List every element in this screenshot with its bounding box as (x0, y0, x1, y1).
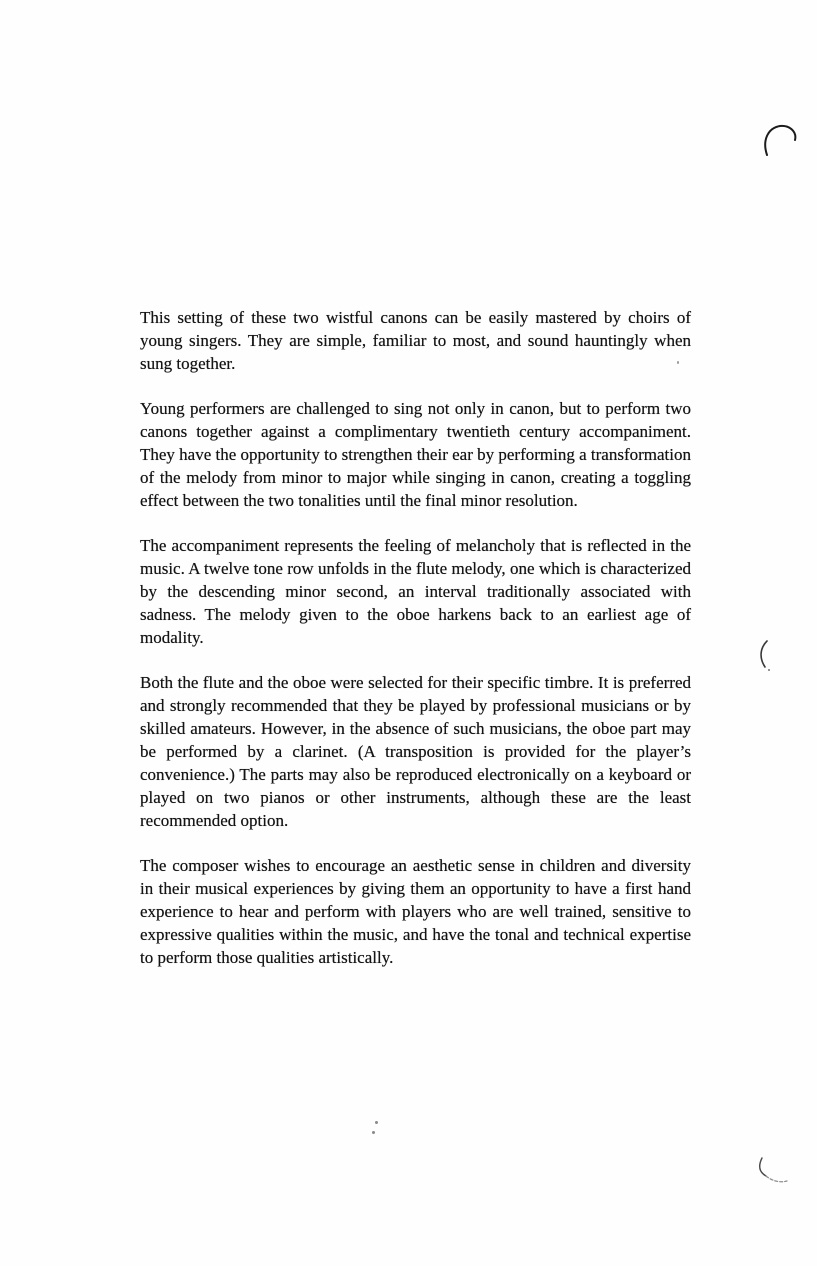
pen-swoosh-mark-icon (753, 1150, 795, 1190)
scan-speck-colon-top (375, 1121, 378, 1124)
paragraph-1: This setting of these two wistful canons can be easily mastered by choirs of young singers. They are simple, familiar to most, and sound hauntingly when sung together. (140, 308, 691, 373)
pen-arc-mark-icon (758, 121, 802, 161)
paragraph-3: The accompaniment represents the feeling of melancholy that is reflected in the music. A twelve tone row unfolds in the flute melody, one which is characterized by the descending minor second, an interval traditionally associated with sadness. The melody given to the oboe harkens back to an earliest age of modality. (140, 536, 691, 647)
document-body (140, 306, 691, 991)
paragraph-4: Both the flute and the oboe were selected for their specific timbre. It is preferred and strongly recommended that they be played by professional musicians or by skilled amateurs. However, in the absence of such musicians, the oboe part may be performed by a clarinet. (A transposition is provided for the player’s convenience.) The parts may also be reproduced electronically on a keyboard or played on two pianos or other instruments, although these are the least recommended option. (140, 673, 691, 830)
paragraph-2: Young performers are challenged to sing not only in canon, but to perform two canons together against a complimentary twentieth century accompaniment. They have the opportunity to strengthen their ear by performing a transformation of the melody from minor to major while singing in canon, creating a toggling effect between the two tonalities until the final minor resolution. (140, 399, 691, 510)
paragraph-5: The composer wishes to encourage an aesthetic sense in children and diversity in their musical experiences by giving them an opportunity to have a first hand experience to hear and perform with players who are well trained, sensitive to expressive qualities within the music, and have the tonal and technical expertise to perform those qualities artistically. (140, 856, 691, 967)
scan-speck-colon-bottom (372, 1131, 375, 1134)
pen-paren-mark-icon (754, 637, 776, 675)
scan-speck-margin (677, 361, 679, 364)
